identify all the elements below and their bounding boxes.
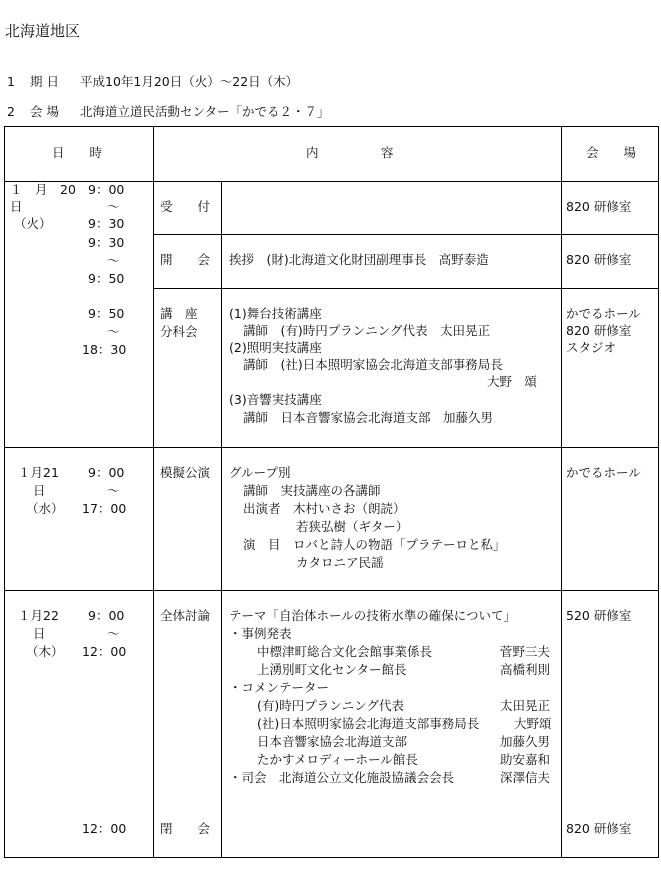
category-label: 全体討論 [160,608,211,623]
time-sep: ～ [107,324,120,339]
closing-time: 12：00 [82,821,127,836]
row-divider [4,590,659,591]
info-number: 2 [7,104,15,119]
content-line: 演 目 ロバと詩人の物語「プラテーロと私」 [243,537,506,552]
info-label: 期 日 [30,74,59,89]
content-line: (2)照明実技講座 [229,340,322,355]
entry-role: (有)時円プランニング代表 [257,698,405,713]
day1-date: 日 [10,199,23,214]
theme-line: テーマ「自治体ホールの技術水準の確保について」 [229,608,517,623]
content-line: 講師 (有)時円プランニング代表 太田晃正 [243,323,491,338]
category-label: 分科会 [160,324,198,339]
entry-role: たかすメロディーホール館長 [257,752,418,767]
entry-role: 日本音響家協会北海道支部 [257,734,408,749]
time-start: 9：00 [88,608,125,623]
venue-label: 520 研修室 [566,608,632,623]
venue-label: かでるホール [566,306,641,321]
venue-label: スタジオ [566,340,617,355]
category-label: 模擬公演 [160,465,211,480]
day3-date: （木） [26,644,64,659]
time-sep: ～ [107,199,120,214]
time-start: 9：00 [88,465,125,480]
content-line: グループ別 [229,465,291,480]
time-end: 18：30 [82,342,127,357]
day1-date: （火） [14,216,52,231]
time-start: 9：30 [88,235,125,250]
entry-role: (社)日本照明家協会北海道支部事務局長 [257,716,480,731]
entry-name: 高橋利則 [500,662,551,677]
entry-name: 大野頌 [514,716,552,731]
info-number: 1 [7,74,15,89]
venue-label: 820 研修室 [566,323,632,338]
content-line: 大野 頌 [487,374,538,389]
content-line: 出演者 木村いさお（朗読） [243,501,406,516]
info-value: 平成10年1月20日（火）～22日（木） [80,74,299,89]
info-value: 北海道立道民活動センター「かでる２・７」 [80,104,330,119]
header-date: 日 時 [52,145,103,160]
content-line: (3)音響実技講座 [229,392,322,407]
row-divider [4,447,659,448]
time-start: 9：50 [88,306,125,321]
page-title: 北海道地区 [5,22,81,40]
entry-name: 菅野三夫 [500,644,551,659]
day2-date: １月21 [18,465,59,480]
time-end: 9：50 [88,271,125,286]
row-divider [153,288,659,289]
content-line: 講師 実技講座の各講師 [243,483,381,498]
closing-category: 閉 会 [160,821,211,836]
header-venue: 会 場 [586,145,637,160]
time-sep: ～ [107,483,120,498]
venue-label: 820 研修室 [566,199,632,214]
column-divider [153,126,154,858]
time-end: 12：00 [82,644,127,659]
entry-name: 助安嘉和 [500,752,551,767]
time-end: 17：00 [82,501,127,516]
day2-date: 日 [33,483,46,498]
venue-label: 820 研修室 [566,252,632,267]
day1-date: １ 月 20 [10,182,76,197]
time-end: 9：30 [88,216,125,231]
category-label: 講 座 [160,306,198,321]
content-line: カタロニア民謡 [296,555,384,570]
content-line: (1)舞台技術講座 [229,306,322,321]
section-heading: ・コメンテーター [229,680,330,695]
category-label: 開 会 [160,252,211,267]
entry-role: 上湧別町文化センター館長 [257,662,407,677]
category-label: 受 付 [160,199,211,214]
row-divider [153,234,659,235]
closing-venue: 820 研修室 [566,821,632,836]
header-content: 内 容 [306,145,394,160]
column-divider [561,126,562,858]
info-label: 会 場 [30,104,59,119]
time-start: 9：00 [88,182,125,197]
entry-name: 太田晃正 [500,698,551,713]
time-sep: ～ [107,626,120,641]
day3-date: 日 [33,626,46,641]
time-sep: ～ [107,253,120,268]
content-line: 講師 (社)日本照明家協会北海道支部事務局長 [243,357,503,372]
column-divider [221,181,222,858]
content-line: 講師 日本音響家協会北海道支部 加藤久男 [243,410,494,425]
entry-name: 加藤久男 [500,734,551,749]
section-heading: ・事例発表 [229,626,292,641]
content-line: 挨拶 (財)北海道文化財団副理事長 高野泰造 [229,252,489,267]
day2-date: （水） [26,501,64,516]
chair-name: 深澤信夫 [500,770,551,785]
chair-role: ・司会 北海道公立文化施設協議会会長 [229,770,455,785]
entry-role: 中標津町総合文化会館事業係長 [257,644,433,659]
day3-date: １月22 [18,608,59,623]
venue-label: かでるホール [566,465,641,480]
content-line: 若狭弘樹（ギター） [296,519,409,534]
